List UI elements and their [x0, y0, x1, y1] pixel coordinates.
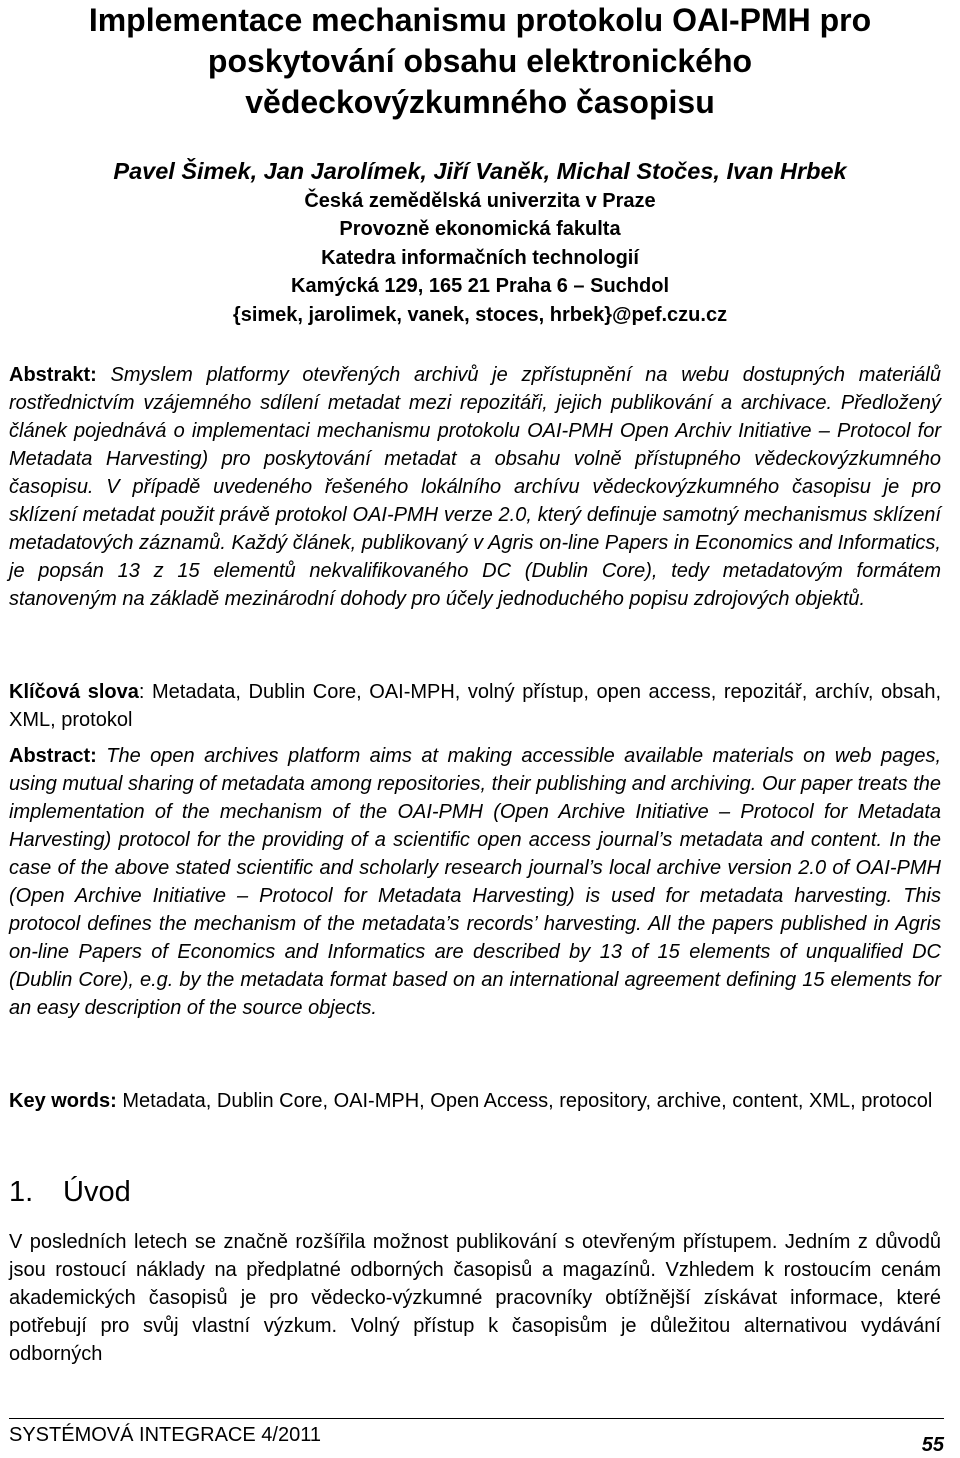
abstrakt-section [9, 361, 941, 613]
section-number: 1. [9, 1176, 34, 1208]
key-words-paragraph [9, 1087, 941, 1115]
abstrakt-text: Smyslem platformy otevřených archivů je zpřístupnění na webu dostupných materiálů rostřednictvím vzájemného sdílení metadat mezi repozitáři, jejich publikování a archivace. Předložený článek pojednává o implementaci mechanismu protokolu OAI-PMH Open Archiv Initiative – Protocol for Metadata Harvesting) pro poskytování metadat a obsahu volně přístupného vědeckovýzkumného časopisu. V případě uvedeného řešeného lokálního archívu vědeckovýzkumného časopisu je pro sklízení metadat použit právě protokol OAI-PMH verze 2.0, který definuje samotný mechanismus sklízení metadatových záznamů. Každý článek, publikovaný v Agris on-line Papers in Economics and Informatics, je popsán 13 z 15 elementů nekvalifikovaného DC (Dublin Core), tedy metadatovým formátem stanoveným na základě mezinárodní dohody pro účely jednoduchého popisu zdrojových objektů. [9, 364, 941, 610]
klicova-slova-label: Klíčová slova [9, 681, 139, 703]
key-words-label: Key words: [9, 1090, 117, 1112]
section-title: Úvod [63, 1176, 131, 1208]
section-heading [9, 1174, 131, 1210]
abstract-section [9, 742, 941, 1022]
abstrakt-paragraph [9, 361, 941, 613]
title-line: Implementace mechanismu protokolu OAI-PMH pro [88, 2, 872, 38]
key-words-section [9, 1087, 941, 1115]
abstract-label: Abstract: [9, 745, 97, 767]
abstrakt-label: Abstrakt: [9, 364, 97, 386]
journal-name: SYSTÉMOVÁ INTEGRACE 4/2011 [9, 1424, 321, 1446]
author-list: Pavel Šimek, Jan Jarolímek, Jiří Vaněk, Michal Stočes, Ivan Hrbek [113, 158, 847, 184]
title-line: poskytování obsahu elektronického [207, 43, 753, 79]
klicova-slova-section [9, 678, 941, 734]
affiliation-line: Česká zemědělská univerzita v Praze [304, 190, 656, 212]
abstract-text: The open archives platform aims at making accessible available materials on web pages, using mutual sharing of metadata among repositories, their publishing and archiving. Our paper treats the implementation of the mechanism of the OAI-PMH (Open Archive Initiative – Protocol for Metadata Harvesting) protocol for the providing of a scientific open access journal’s metadata and content. In the case of the above stated scientific and scholarly research journal’s local archive version 2.0 of OAI-PMH (Open Archive Initiative – Protocol for Metadata Harvesting) is used for metadata harvesting. This protocol defines the mechanism of the metadata’s records’ harvesting. All the papers published in Agris on-line Papers of Economics and Informatics are described by 13 of 15 elements of unqualified DC (Dublin Core), e.g. by the metadata format based on an international agreement defining 15 elements for an easy description of the source objects. [9, 745, 941, 1019]
affiliation-line: Kamýcká 129, 165 21 Praha 6 – Suchdol [291, 275, 669, 298]
page-number: 55 [921, 1434, 944, 1456]
title-line: vědeckovýzkumného časopisu [245, 84, 715, 120]
intro-section [9, 1228, 941, 1368]
key-words-text: Metadata, Dublin Core, OAI-MPH, Open Access, repository, archive, content, XML, protocol [116, 1090, 933, 1112]
abstract-paragraph [9, 742, 941, 1022]
klicova-slova-paragraph [9, 678, 941, 734]
affiliation [10, 187, 950, 329]
paper-title [10, 0, 950, 123]
affiliation-email: {simek, jarolimek, vanek, stoces, hrbek}@pef.czu.cz [232, 303, 728, 326]
affiliation-line: Katedra informačních technologií [321, 246, 639, 269]
intro-paragraph: V posledních letech se značně rozšířila možnost publikování s otevřeným přístupem. Jedním z důvodů jsou rostoucí náklady na předplatné odborných časopisů a magazínů. Vzhledem k rostoucím cenám akademických časopisů je pro vědecko-výzkumné pracovníky obtížnější získávat informace, které potřebují pro svůj vlastní výzkum. Volný přístup k časopisům je důležitou alternativou vydávání odborných [9, 1231, 941, 1365]
klicova-slova-text: : Metadata, Dublin Core, OAI-MPH, volný přístup, open access, repozitář, archív, obsah, XML, protokol [9, 681, 941, 731]
footer-rule [9, 1418, 944, 1419]
affiliation-line: Provozně ekonomická fakulta [339, 218, 621, 241]
